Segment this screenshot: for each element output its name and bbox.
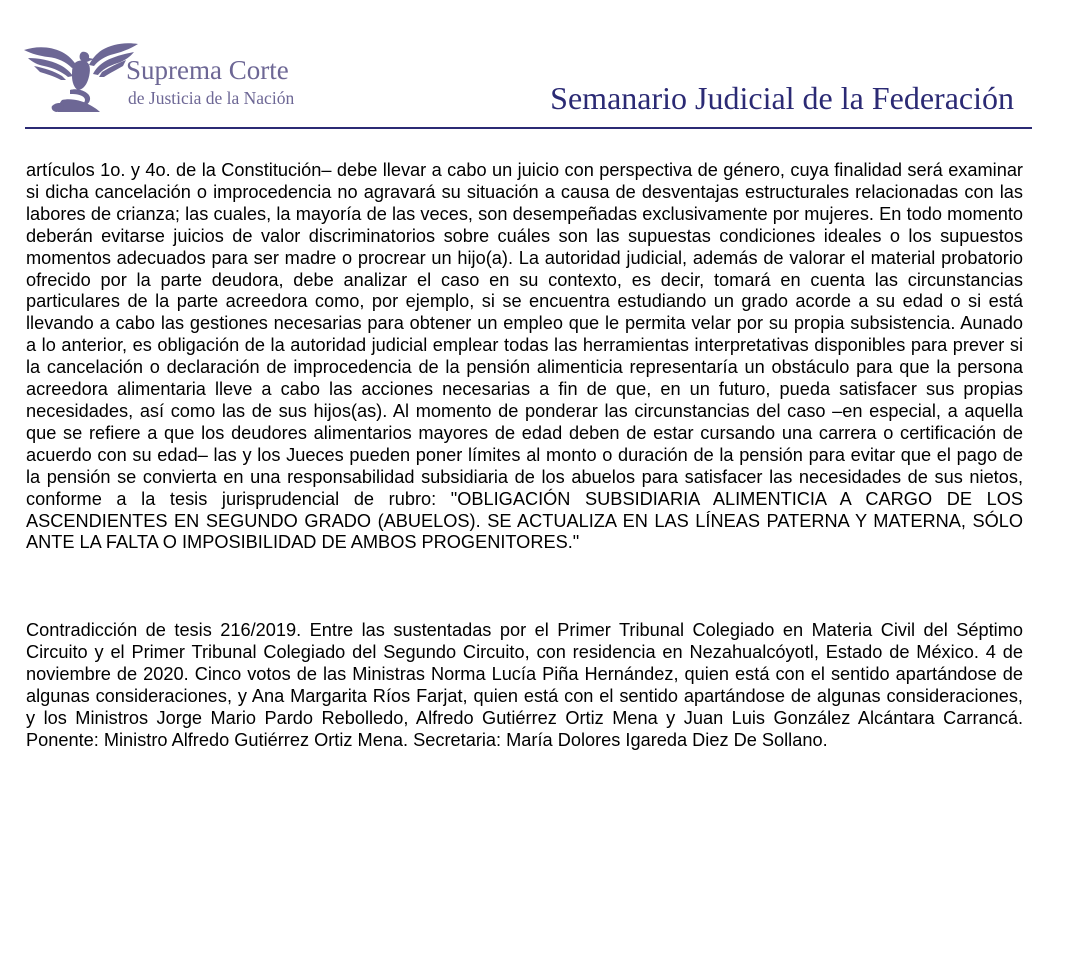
header-divider (25, 127, 1032, 129)
page-header (0, 0, 1072, 135)
org-name: Suprema Corte (126, 55, 289, 85)
eagle-emblem-icon (22, 38, 140, 112)
body-paragraph: artículos 1o. y 4o. de la Constitución– debe llevar a cabo un juicio con perspectiva de género, cuya finalidad será examinar si dicha cancelación o improcedencia no agravará su situación a causa de desventajas estructurales relacionadas con las labores de crianza; las cuales, la mayoría de las veces, son desempeñadas exclusivamente por mujeres. En todo momento deberán evitarse juicios de valor discriminatorios sobre cuáles son las supuestas condiciones ideales o los supuestos momentos adecuados para ser madre o procrear un hijo(a). La autoridad judicial, además de valorar el material probatorio ofrecido por la parte deudora, debe analizar el caso en su contexto, es decir, tomará en cuenta las circunstancias particulares de la parte acreedora como, por ejemplo, si se encuentra estudiando un grado acorde a su edad o si está llevando a cabo las gestiones necesarias para obtener un empleo que le permita velar por su propia subsistencia. Aunado a lo anterior, es obligación de la autoridad judicial emplear todas las herramientas interpretativas disponibles para prever si la cancelación o declaración de improcedencia de la pensión alimenticia representaría un obstáculo para que la persona acreedora alimentaria lleve a cabo las acciones necesarias a fin de que, en un futuro, pueda satisfacer sus propias necesidades, así como las de sus hijos(as). Al momento de ponderar las circunstancias del caso –en especial, a aquella que se refiere a que los deudores alimentarios mayores de edad deben de estar cursando una carrera o certificación de acuerdo con su edad– las y los Jueces pueden poner límites al monto o duración de la pensión para evitar que el pago de la pensión se convierta en una responsabilidad subsidiaria de los abuelos para satisfacer las necesidades de sus nietos, conforme a la tesis jurisprudencial de rubro: "OBLIGACIÓN SUBSIDIARIA ALIMENTICIA A CARGO DE LOS ASCENDIENTES EN SEGUNDO GRADO (ABUELOS). SE ACTUALIZA EN LAS LÍNEAS PATERNA Y MATERNA, SÓLO ANTE LA FALTA O IMPOSIBILIDAD DE AMBOS PROGENITORES." (26, 160, 1023, 553)
publication-title: Semanario Judicial de la Federación (550, 80, 1014, 116)
citation-paragraph: Contradicción de tesis 216/2019. Entre las sustentadas por el Primer Tribunal Colegiado en Materia Civil del Séptimo Circuito y el Primer Tribunal Colegiado del Segundo Circuito, con residencia en Nezahualcóyotl, Estado de México. 4 de noviembre de 2020. Cinco votos de las Ministras Norma Lucía Piña Hernández, quien está con el sentido apartándose de algunas consideraciones, y Ana Margarita Ríos Farjat, quien está con el sentido apartándose de algunas consideraciones, y los Ministros Jorge Mario Pardo Rebolledo, Alfredo Gutiérrez Ortiz Mena y Juan Luis González Alcántara Carrancá. Ponente: Ministro Alfredo Gutiérrez Ortiz Mena. Secretaria: María Dolores Igareda Diez De Sollano. (26, 620, 1023, 750)
org-subtitle: de Justicia de la Nación (128, 88, 295, 108)
document-body (26, 160, 1023, 752)
